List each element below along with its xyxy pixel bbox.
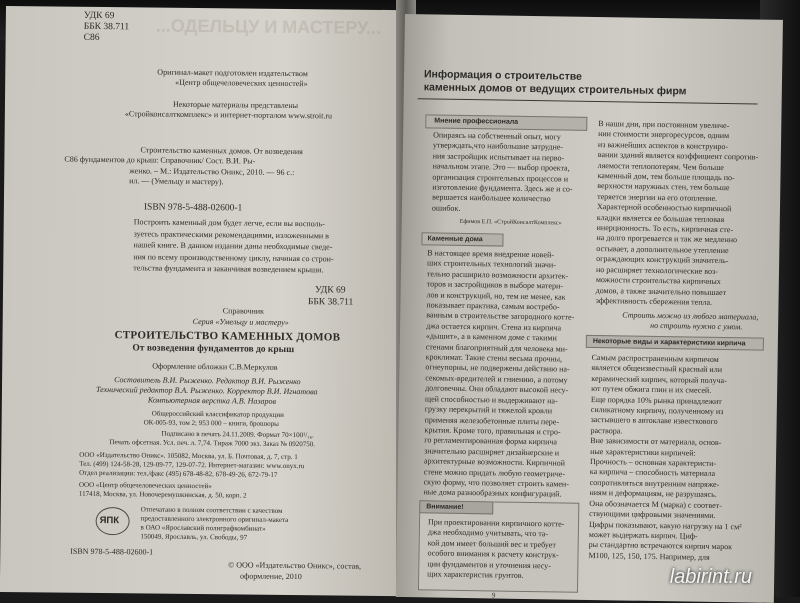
kinds-line: Вне зависимости от материала, основ- xyxy=(590,436,722,448)
author-sign-top: С86 xyxy=(83,32,100,43)
quote-line: Строить можно из любого материала, xyxy=(622,310,759,322)
stone-label: Каменные дома xyxy=(427,235,483,244)
stone-line: «дышит», а в каменном доме с такими xyxy=(425,331,557,343)
print-line: Печать офсетная. Усл. печ. л. 7,74. Тираж 7000 экз. Заказ № 0920750. xyxy=(109,438,316,449)
stone-line: ших строительных технологий значи- xyxy=(427,258,556,270)
stone-text xyxy=(423,248,575,500)
stone-line: тельно расширило возможности архитек- xyxy=(426,269,569,281)
center-line: 117418, Москва, ул. Новочеремушкинская, д. 50, корп. 2 xyxy=(78,489,247,500)
energy-line: на долго прогревается и так же медленно xyxy=(596,233,738,245)
energy-line: каменный дом, тем больше площадь по- xyxy=(597,171,735,183)
stone-line: скую форму, что позволяет строить камен- xyxy=(423,477,569,489)
kinds-line: Самым распространенным кирпичом xyxy=(591,352,719,364)
credits-line: Технический редактор В.А. Рыженко. Корректор В.И. Игнатова xyxy=(95,384,318,397)
stone-line: стенами благоприятный для человека ми- xyxy=(425,342,568,354)
kinds-line: ка кирпича – способность материала xyxy=(589,467,716,479)
opinion-author: Ефимов Е.П. «СтройКонсалтКомплекс» xyxy=(459,218,562,227)
kinds-line: может выдержать кирпич. Циф- xyxy=(588,529,698,541)
attention-box xyxy=(418,500,579,593)
energy-line: эффективность сбережения тепла. xyxy=(595,295,713,307)
energy-line: ограждающих конструкций значитель- xyxy=(596,254,729,266)
kinds-line: является общеизвестный красный или xyxy=(591,363,723,375)
opinion-label: Мнение профессионала xyxy=(434,117,519,126)
attention-line: кой дом имеет больший вес и требует xyxy=(427,538,556,550)
opinion-line: ошибок. xyxy=(431,203,461,213)
book-title: СТРОИТЕЛЬСТВО КАМЕННЫХ ДОМОВ xyxy=(114,329,341,344)
printer-logo xyxy=(95,507,129,535)
bib-line: женко. – М.: Издательство Оникс, 2010. — 96 с.: xyxy=(129,166,295,177)
bibliographic-record xyxy=(64,145,303,188)
stone-line: показывает практика, самым востребо- xyxy=(426,300,560,312)
materials-line-1: Некоторые материалы представлены xyxy=(172,99,299,111)
bib-line: С86 фундаментов до крыш: Справочник/ Сост. В.И. Ры- xyxy=(64,155,256,167)
energy-line: теряется энергии на его отопление. xyxy=(597,191,718,203)
maket-line-1: Оригинал-макет подготовлен издательством xyxy=(157,67,308,79)
kinds-line: силикатному кирпичу, полученному из xyxy=(590,404,724,417)
quote-line: но строить нужно с умом. xyxy=(650,320,743,332)
opinion-line: начальном этапе. Это — выбор проекта, xyxy=(432,161,570,173)
attention-label: Внимание! xyxy=(426,503,464,511)
right-page xyxy=(396,14,783,603)
stone-line: лов и конструкций, но, тем не менее, как xyxy=(426,289,566,302)
energy-text xyxy=(595,119,758,309)
stone-line: джа остается кирпич. Стена из кирпича xyxy=(426,321,562,333)
left-page xyxy=(0,6,406,596)
book-subtitle: От возведения фундаментов до крыш xyxy=(132,343,295,356)
stone-line: торов и застройщиков в выборе матери- xyxy=(426,279,564,291)
credits-line: Компьютерная верстка А.В. Назаров xyxy=(147,395,277,406)
materials-line-2: «Стройконсалткомплекс» и интернет-порталом www.stroit.ru xyxy=(124,109,333,121)
annotation-line: зуетесь практическими рекомендациями, изложенными в xyxy=(133,228,330,240)
energy-line: вании зданий является коэффициент сопротив- xyxy=(597,150,759,162)
kinds-line: ниям и деформациям, не разрушаясь. xyxy=(589,488,717,500)
kinds-line: Еще порядка 10% рынка принадлежит xyxy=(590,394,722,406)
maket-line-2: «Центр общечеловеческих ценностей» xyxy=(175,77,308,89)
bbk-code-top: ББК 38.711 xyxy=(83,21,130,33)
opinion-label-box xyxy=(425,114,587,131)
energy-line: инерционность. То есть, кирпичная сте- xyxy=(596,223,734,235)
energy-line: В наши дни, при постоянном увеличе- xyxy=(598,119,730,131)
printing-line: предоставленного электронного оригинал-макета xyxy=(140,514,289,524)
stone-line: крытия. Кроме того, правильная и стро- xyxy=(424,425,561,437)
kinds-line: Цифры показывают, какую нагрузку на 1 см² xyxy=(588,519,742,531)
classifier-line: Общероссийский классификатор продукции xyxy=(151,409,284,419)
kinds-line: Она обозначается М (марка) с соответ- xyxy=(589,498,722,510)
attention-line: ции фундаментов и уточнения несу- xyxy=(427,559,551,570)
bib-line: ил. — (Умельцу и мастеру). xyxy=(129,176,224,187)
stone-line: огнеупорны, не подвержены действию на- xyxy=(425,362,570,375)
kinds-line: ют путем обжига глин и их смесей. xyxy=(591,384,712,396)
publisher-line: ООО «Издательство Оникс». 105082, Москва, ул. Б. Почтовая, д. 7, стр. 1 xyxy=(79,450,298,462)
stone-line: щей способностью и выдерживают на- xyxy=(424,394,558,406)
udk-code-bottom: УДК 69 xyxy=(314,285,346,296)
attention-text xyxy=(427,517,564,582)
bleed-through-text: ...ОДЕЛЬЦУ И МАСТЕРУ... xyxy=(155,15,382,38)
kinds-line: ствующими цифровыми значениями. xyxy=(589,509,716,521)
genre-label: Справочник xyxy=(222,306,265,316)
watermark: labirint.ru xyxy=(669,566,752,588)
opinion-line: утверждать,что наибольшие затрудне- xyxy=(432,140,564,152)
udk-code-top: УДК 69 xyxy=(83,10,115,22)
kinds-line: ные характеристики кирпичей: xyxy=(590,446,696,458)
stone-line: кроклимат. Такие стены весьма прочны, xyxy=(425,352,563,364)
opinion-line: ния застройщик испытывает на перво- xyxy=(432,151,565,163)
stone-label-box xyxy=(421,232,503,246)
energy-line: Характерной особенностью кирпичной xyxy=(596,202,732,214)
energy-line: остывает, а дополнительное утепление xyxy=(596,243,729,255)
series-label: Серия «Умельцу и мастеру» xyxy=(192,316,289,327)
attention-line: При проектировании кирпичного котте- xyxy=(427,517,565,529)
kinds-label-box xyxy=(586,335,764,351)
stone-line: значительно расширяет дизайнерские и xyxy=(424,446,560,458)
energy-line: из важнейших аспектов в конструиро- xyxy=(597,139,729,151)
energy-line: можности строительства кирпичных xyxy=(595,275,721,287)
annotation-line: нашей книге. В данном издании даны необходимые сведе- xyxy=(133,240,333,252)
isbn-bottom: ISBN 978-5-488-02600-1 xyxy=(70,546,154,557)
attention-line: особого внимания к расчету конструк- xyxy=(427,548,559,560)
stone-line: го регламентированная форма кирпича xyxy=(424,435,558,447)
stone-line: применяя железобетонные плиты пере- xyxy=(424,414,560,426)
energy-line: кладки является ее большая тепловая xyxy=(596,212,725,224)
stone-line: В настоящее время внедрение новей- xyxy=(427,248,555,260)
classifier-line: ОК-005-93, том 2; 953 000 – книги, брошюры xyxy=(143,418,279,428)
stone-line: архитектурные возможности. Кирпичной xyxy=(423,456,566,468)
bib-line: Строительство каменных домов. От возведения xyxy=(140,145,303,157)
publisher-line: Тел. (499) 124-58-28, 129-09-77, 129-07-72. Интернет-магазин: www.onyx.ru xyxy=(79,459,305,471)
stone-line: грузку перекрытий и тяжелой кровли xyxy=(424,404,553,416)
publisher-line: Отдел реализации: тел./факс (495) 678-48-82, 678-49-26, 672-79-17 xyxy=(79,468,278,479)
cover-design: Оформление обложки С.В.Меркулов xyxy=(152,361,278,372)
page-heading: каменных домов от ведущих строительных фирм xyxy=(423,81,687,98)
opinion-line: организация строительных процессов и xyxy=(432,172,569,184)
kinds-line: керамический кирпич, который получа- xyxy=(591,373,727,385)
stone-line: долговечны. Они обладают высокой несу- xyxy=(425,383,569,395)
kinds-line: Прочность – основная характеристи- xyxy=(589,457,717,469)
kinds-text xyxy=(588,353,744,563)
copyright-line: оформление, 2010 xyxy=(239,571,302,582)
copyright-line: © ООО «Издательство Оникс», состав, xyxy=(228,560,362,571)
page-number: 9 xyxy=(491,591,496,600)
opinion-line: изготовление фундамента. Здесь же и со- xyxy=(432,182,573,194)
printer-logo-text: ЯПК xyxy=(99,515,120,527)
annotation-line: ния по всему производственному циклу, начиная со строи- xyxy=(133,251,334,263)
attention-line: щих характеристик грунтов. xyxy=(427,569,524,580)
stone-line: ванным в строительстве загородного котте- xyxy=(426,310,575,323)
kinds-label: Некоторые виды и характеристики кирпича xyxy=(592,337,746,348)
printing-line: в ОАО «Ярославский полиграфкомбинат» xyxy=(140,523,266,533)
energy-line: но расширяет технологические воз- xyxy=(595,264,718,276)
stone-line: секомых-вредителей и гниению, а потому xyxy=(425,373,568,385)
bbk-code-bottom: ББК 38.711 xyxy=(307,297,354,308)
opinion-text xyxy=(432,130,574,215)
energy-line: нии стоимости энергоресурсов, одним xyxy=(598,129,730,141)
kinds-line: М100, 125, 150, 175. Например, для xyxy=(588,550,710,562)
energy-line: домов, а также значительно повышает xyxy=(595,285,727,297)
page-heading: Информация о строительстве xyxy=(423,68,583,83)
attention-label-box xyxy=(419,500,493,514)
opinion-line: вершается наибольшее количество xyxy=(432,192,551,204)
attention-line: джа необходимо учитывать, что та- xyxy=(427,527,549,539)
kinds-line: раствора. xyxy=(590,425,623,436)
printing-line: Отпечатано в полном соответствии с качеством xyxy=(140,505,283,515)
energy-line: верхности наружных стен, тем больше xyxy=(597,181,730,193)
credits-line: Составитель В.И. Рыженко. Редактор В.И. Рыженко xyxy=(114,375,301,387)
kinds-line: ры стандартно встречаются кирпич марок xyxy=(588,540,733,552)
annotation-line: тельства фундамента и заканчивая возведением крыши. xyxy=(133,263,324,275)
stone-line: ные дома разнообразных конфигураций. xyxy=(423,487,562,499)
heading-rule xyxy=(418,98,758,104)
opinion-line: Опираясь на собственный опыт, могу xyxy=(433,130,561,142)
print-line: Подписано в печать 24.11.2009. Формат 70×100¹/₁₆. xyxy=(161,429,314,440)
annotation xyxy=(133,216,334,276)
annotation-line: Построить каменный дом будет легче, если вы восполь- xyxy=(133,217,325,229)
kinds-line: сопротивляться внутренним напряже- xyxy=(589,477,720,489)
stone-line: стене можно придать любую геометриче- xyxy=(423,466,566,479)
center-line: ООО «Центр общечеловеческих ценностей» xyxy=(78,480,212,491)
kinds-line: застывшего в автоклаве известкового xyxy=(590,415,718,427)
printing-line: 150049, Ярославль, ул. Свободы, 97 xyxy=(140,532,248,542)
isbn-top: ISBN 978-5-488-02600-1 xyxy=(143,202,243,214)
energy-line: ляемости теплопотерям. Чем больше xyxy=(597,160,724,172)
